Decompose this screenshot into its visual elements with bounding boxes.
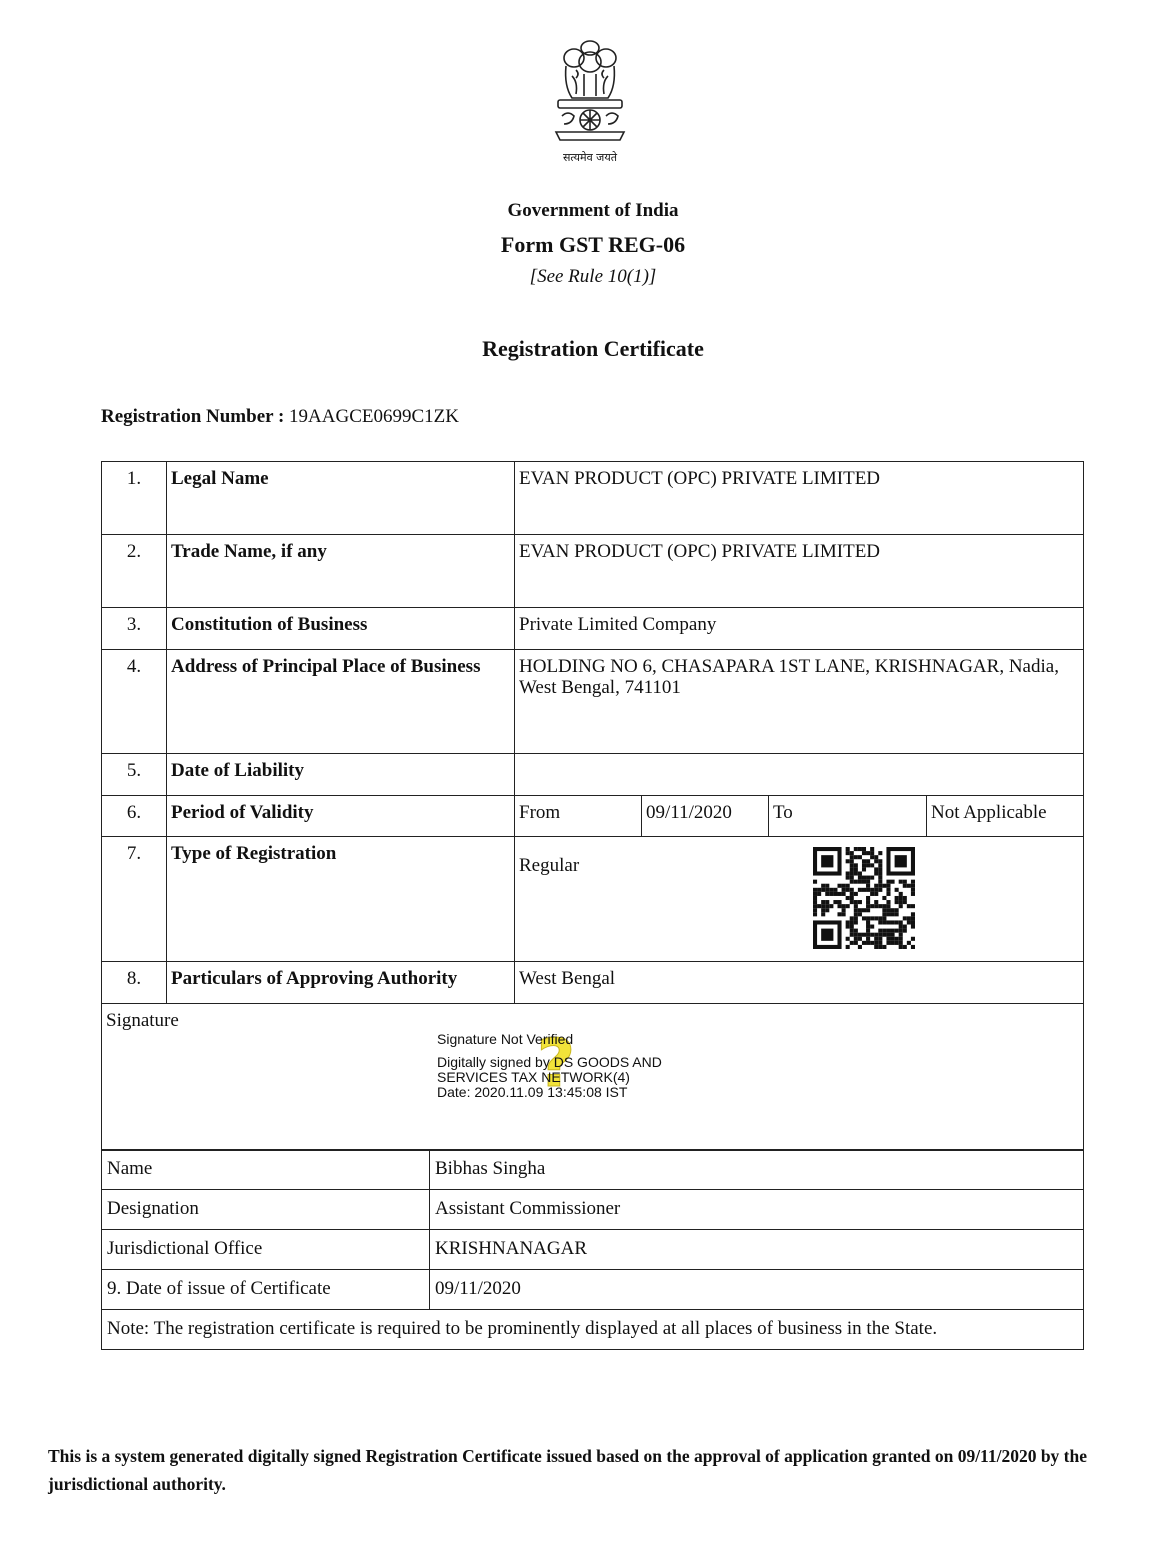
table-row (102, 608, 1084, 650)
registration-type: Regular (519, 855, 580, 876)
officer-label: Name (102, 1150, 430, 1190)
signature-signer-line: Digitally signed by DS GOODS AND (437, 1054, 662, 1070)
row-value: West Bengal (515, 962, 1084, 1004)
officer-value: KRISHNANAGAR (430, 1230, 1084, 1270)
officer-value: Bibhas Singha (430, 1150, 1084, 1190)
row-value: EVAN PRODUCT (OPC) PRIVATE LIMITED (515, 535, 1084, 608)
signature-cell (102, 1004, 1084, 1151)
signature-label: Signature (106, 1010, 179, 1031)
officer-details-table (101, 1149, 1084, 1350)
table-row (102, 962, 1084, 1004)
validity-to-label: To (769, 796, 927, 837)
table-row (102, 796, 1084, 837)
row-value: Private Limited Company (515, 608, 1084, 650)
row-label: Particulars of Approving Authority (167, 962, 515, 1004)
table-row (102, 1150, 1084, 1190)
display-note: Note: The registration certificate is required to be prominently displayed at all places of business in the State. (102, 1310, 1084, 1350)
row-label: Trade Name, if any (167, 535, 515, 608)
signature-signer-line: SERVICES TAX NETWORK(4) (437, 1069, 630, 1085)
row-value-cell (515, 837, 1084, 962)
rule-reference: [See Rule 10(1)] (529, 266, 657, 287)
table-row (102, 462, 1084, 535)
row-value: HOLDING NO 6, CHASAPARA 1ST LANE, KRISHNAGAR, Nadia, West Bengal, 741101 (515, 650, 1084, 754)
row-label: Address of Principal Place of Business (167, 650, 515, 754)
signature-status: Signature Not Verified (437, 1031, 574, 1047)
officer-label: Jurisdictional Office (102, 1230, 430, 1270)
row-label: Period of Validity (167, 796, 515, 837)
national-emblem (548, 36, 632, 168)
row-number: 6. (102, 796, 167, 837)
government-heading: Government of India (507, 200, 679, 221)
table-row (102, 1270, 1084, 1310)
registration-number-label: Registration Number : (101, 406, 285, 427)
registration-number-value: 19AAGCE0699C1ZK (289, 406, 459, 427)
table-row (102, 754, 1084, 796)
svg-text:?: ? (536, 1028, 576, 1098)
validity-to-value: Not Applicable (927, 796, 1084, 837)
row-number: 2. (102, 535, 167, 608)
row-label: Legal Name (167, 462, 515, 535)
row-number: 8. (102, 962, 167, 1004)
lion-capital-icon (548, 36, 632, 148)
row-label: Date of Liability (167, 754, 515, 796)
signature-row (102, 1004, 1084, 1151)
qr-code (813, 847, 915, 949)
officer-label: Designation (102, 1190, 430, 1230)
row-label: Constitution of Business (167, 608, 515, 650)
row-value (515, 754, 1084, 796)
officer-label: 9. Date of issue of Certificate (102, 1270, 430, 1310)
emblem-motto: सत्यमेव जयते (562, 151, 617, 164)
table-row (102, 1190, 1084, 1230)
table-row (102, 837, 1084, 962)
registration-details-table (101, 461, 1084, 1151)
row-label: Type of Registration (167, 837, 515, 962)
row-value: EVAN PRODUCT (OPC) PRIVATE LIMITED (515, 462, 1084, 535)
row-number: 3. (102, 608, 167, 650)
footer-statement: This is a system generated digitally signed Registration Certificate issued based on the approval of application granted on 09/11/2020 by the jurisdictional authority. (48, 1446, 1088, 1494)
row-number: 7. (102, 837, 167, 962)
row-number: 1. (102, 462, 167, 535)
row-number: 4. (102, 650, 167, 754)
officer-value: Assistant Commissioner (430, 1190, 1084, 1230)
table-row (102, 650, 1084, 754)
digital-signature-block (437, 1032, 662, 1100)
form-title: Form GST REG-06 (500, 232, 686, 257)
table-row (102, 1310, 1084, 1350)
validity-from-label: From (515, 796, 642, 837)
table-row (102, 1230, 1084, 1270)
validity-from-date: 09/11/2020 (642, 796, 769, 837)
certificate-title: Registration Certificate (482, 336, 704, 361)
registration-number-line (101, 406, 459, 428)
row-number: 5. (102, 754, 167, 796)
table-row (102, 535, 1084, 608)
officer-value: 09/11/2020 (430, 1270, 1084, 1310)
signature-date: Date: 2020.11.09 13:45:08 IST (437, 1084, 628, 1100)
